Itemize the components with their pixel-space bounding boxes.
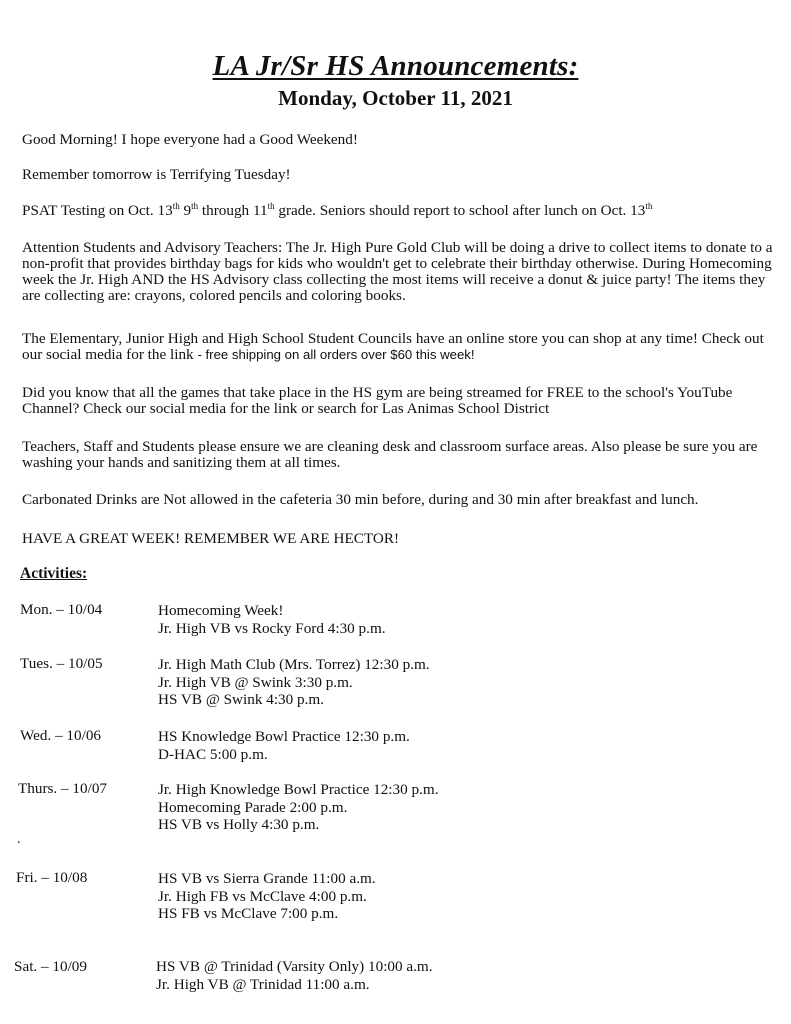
event-item: HS VB vs Sierra Grande 11:00 a.m. xyxy=(158,870,376,887)
online-store-text: The Elementary, Junior High and High School Student Councils have an online store you can shop at any time! Check out our social media for the link - free shipping on all orders over $60 this week! xyxy=(22,330,764,363)
psat-text: PSAT Testing on Oct. 13th 9th through 11th grade. Seniors should report to school after lunch on Oct. 13th xyxy=(22,200,653,219)
carbonated-drinks-text: Carbonated Drinks are Not allowed in the cafeteria 30 min before, during and 30 min after breakfast and lunch. xyxy=(22,491,699,508)
day-label: Sat. – 10/09 xyxy=(14,958,87,975)
day-events xyxy=(158,602,386,637)
stray-dot: . xyxy=(17,832,21,847)
event-item: D-HAC 5:00 p.m. xyxy=(158,745,268,763)
event-item: Jr. High VB @ Swink 3:30 p.m. xyxy=(158,673,353,691)
event-item: HS VB vs Holly 4:30 p.m. xyxy=(158,816,320,833)
cleaning-text: Teachers, Staff and Students please ensure we are cleaning desk and classroom surface areas. Also please be sure you are washing your hands and sanitizing them at all times. xyxy=(22,438,758,471)
event-item: Homecoming Week! xyxy=(158,602,284,619)
event-item: HS VB @ Swink 4:30 p.m. xyxy=(158,691,325,708)
day-label: Thurs. – 10/07 xyxy=(18,780,108,797)
event-item: Homecoming Parade 2:00 p.m. xyxy=(158,798,348,816)
day-label: Wed. – 10/06 xyxy=(20,727,102,744)
day-events xyxy=(156,958,433,993)
day-events xyxy=(158,781,439,834)
day-label: Tues. – 10/05 xyxy=(20,655,103,672)
pure-gold-drive-text: Attention Students and Advisory Teachers: The Jr. High Pure Gold Club will be doing a drive to collect items to donate to a non-profit that provides birthday bags for kids who wouldn't get to celebrate their birthday otherwise. During Homecoming week the Jr. High AND the HS Advisory class collecting the most items will receive a donut & juice party! The items they are collecting are: crayons, colored pencils and coloring books. xyxy=(22,239,773,304)
announcement-date: Monday, October 11, 2021 xyxy=(278,86,513,110)
day-label: Mon. – 10/04 xyxy=(20,601,103,618)
terrifying-tuesday-text: Remember tomorrow is Terrifying Tuesday! xyxy=(22,166,291,183)
day-events xyxy=(158,656,430,709)
day-events xyxy=(158,870,376,923)
page-title: LA Jr/Sr HS Announcements: xyxy=(212,50,579,82)
event-item: HS Knowledge Bowl Practice 12:30 p.m. xyxy=(158,728,410,745)
day-events xyxy=(158,728,410,763)
event-item: Jr. High FB vs McClave 4:00 p.m. xyxy=(158,887,367,905)
day-label: Fri. – 10/08 xyxy=(16,869,88,886)
youtube-stream-text: Did you know that all the games that take place in the HS gym are being streamed for FREE to the school's YouTube Channel? Check our social media for the link or search for Las Animas School District xyxy=(22,384,733,417)
event-item: Jr. High VB vs Rocky Ford 4:30 p.m. xyxy=(158,619,386,637)
event-item: HS VB @ Trinidad (Varsity Only) 10:00 a.m. xyxy=(156,958,433,975)
event-item: HS FB vs McClave 7:00 p.m. xyxy=(158,905,339,922)
greeting-text: Good Morning! I hope everyone had a Good Weekend! xyxy=(22,131,358,148)
event-item: Jr. High VB @ Trinidad 11:00 a.m. xyxy=(156,975,370,993)
closing-text: HAVE A GREAT WEEK! REMEMBER WE ARE HECTOR! xyxy=(22,530,400,547)
event-item: Jr. High Knowledge Bowl Practice 12:30 p.m. xyxy=(158,781,439,798)
activities-heading: Activities: xyxy=(20,565,88,582)
event-item: Jr. High Math Club (Mrs. Torrez) 12:30 p.m. xyxy=(158,656,430,673)
